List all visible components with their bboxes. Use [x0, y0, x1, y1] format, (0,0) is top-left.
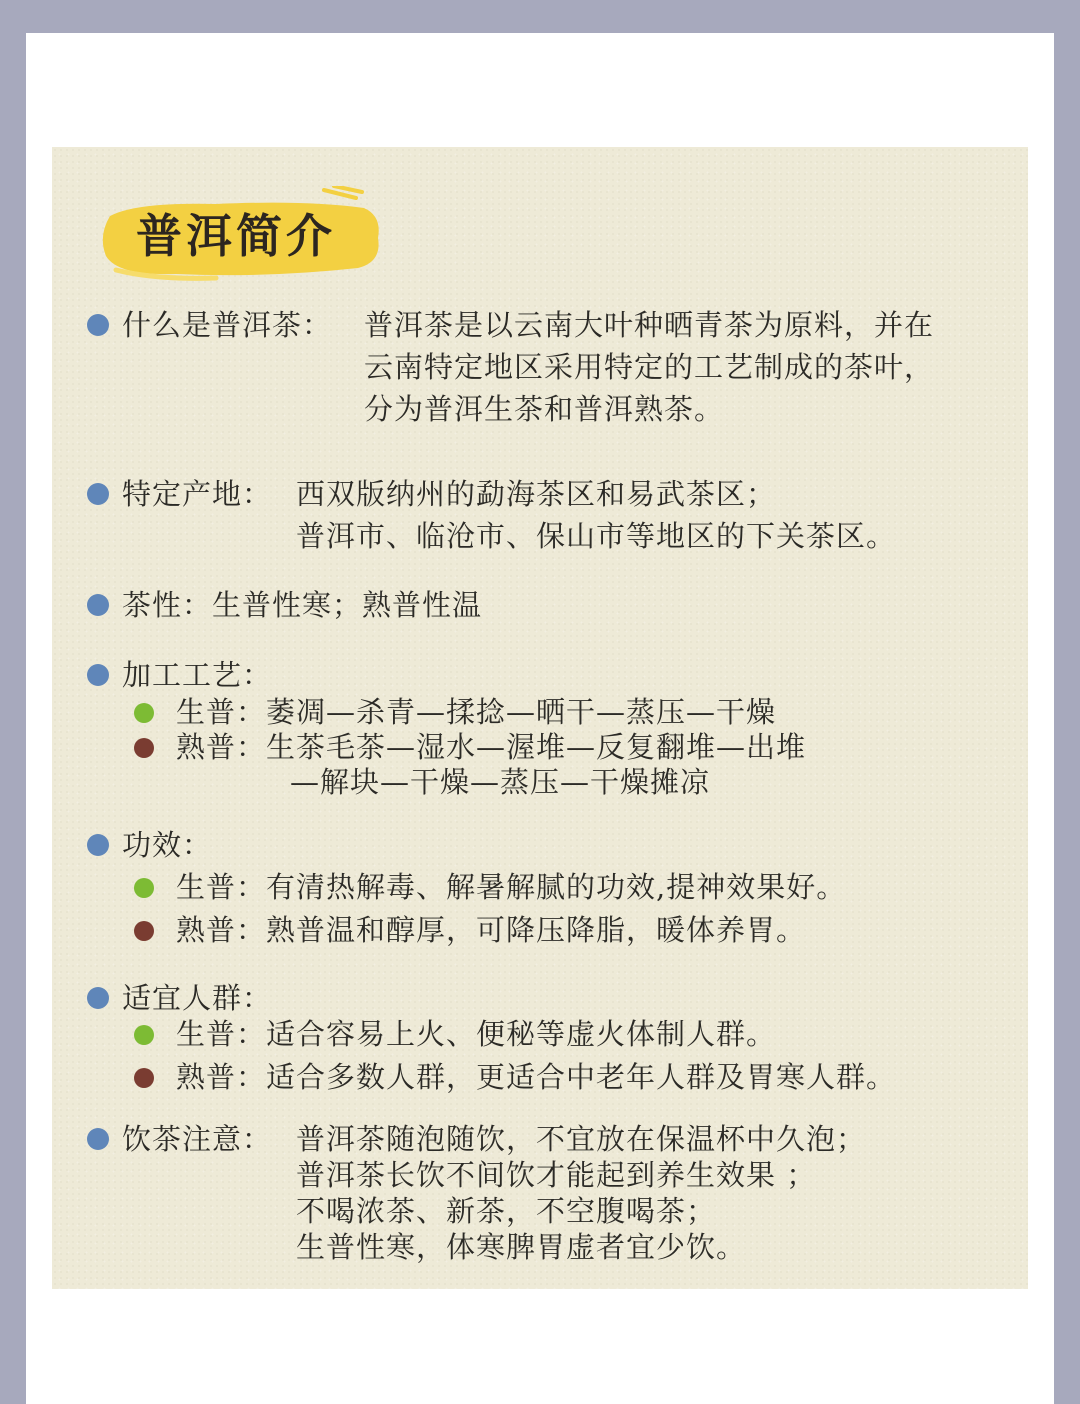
notes-label: 饮茶注意：: [122, 1122, 273, 1156]
notes-line-4: 生普性寒，体寒脾胃虚者宜少饮。: [296, 1230, 747, 1264]
title-banner: [96, 186, 386, 282]
blue-bullet-icon: [87, 834, 109, 856]
blue-bullet-icon: [87, 987, 109, 1009]
brown-bullet-icon: [134, 921, 154, 941]
blue-bullet-icon: [87, 664, 109, 686]
green-bullet-icon: [134, 1025, 154, 1045]
origin-label: 特定产地：: [122, 477, 273, 511]
effect-raw: 生普：有清热解毒、解暑解腻的功效,提神效果好。: [176, 870, 847, 904]
what-line-2: 云南特定地区采用特定的工艺制成的茶叶，: [364, 350, 935, 384]
process-raw: 生普：萎凋—杀青—揉捻—晒干—蒸压—干燥: [176, 695, 777, 729]
origin-line-1: 西双版纳州的勐海茶区和易武茶区；: [296, 477, 777, 511]
origin-line-2: 普洱市、临沧市、保山市等地区的下关茶区。: [296, 519, 897, 553]
process-ripe: 熟普：生茶毛茶—湿水—渥堆—反复翻堆—出堆: [176, 730, 807, 764]
people-ripe: 熟普：适合多数人群，更适合中老年人群及胃寒人群。: [176, 1060, 897, 1094]
page-title: 普洱简介: [136, 209, 336, 263]
blue-bullet-icon: [87, 1128, 109, 1150]
process-ripe-continued: —解块—干燥—蒸压—干燥摊凉: [290, 765, 711, 799]
notes-line-2: 普洱茶长饮不间饮才能起到养生效果 ；: [296, 1158, 817, 1192]
green-bullet-icon: [134, 878, 154, 898]
people-raw: 生普：适合容易上火、便秘等虚火体制人群。: [176, 1017, 777, 1051]
people-label: 适宜人群：: [122, 981, 273, 1015]
nature-text: 茶性：生普性寒；熟普性温: [122, 588, 483, 622]
blue-bullet-icon: [87, 594, 109, 616]
process-label: 加工工艺：: [122, 658, 273, 692]
blue-bullet-icon: [87, 483, 109, 505]
notes-line-3: 不喝浓茶、新茶，不空腹喝茶；: [296, 1194, 717, 1228]
green-bullet-icon: [134, 703, 154, 723]
effect-label: 功效：: [122, 828, 213, 862]
what-label: 什么是普洱茶：: [122, 308, 333, 342]
what-line-3: 分为普洱生茶和普洱熟茶。: [364, 392, 725, 426]
what-line-1: 普洱茶是以云南大叶种晒青茶为原料，并在: [364, 308, 935, 342]
blue-bullet-icon: [87, 314, 109, 336]
brown-bullet-icon: [134, 1068, 154, 1088]
notes-line-1: 普洱茶随泡随饮，不宜放在保温杯中久泡；: [296, 1122, 867, 1156]
effect-ripe: 熟普：熟普温和醇厚，可降压降脂，暖体养胃。: [176, 913, 807, 947]
brown-bullet-icon: [134, 738, 154, 758]
